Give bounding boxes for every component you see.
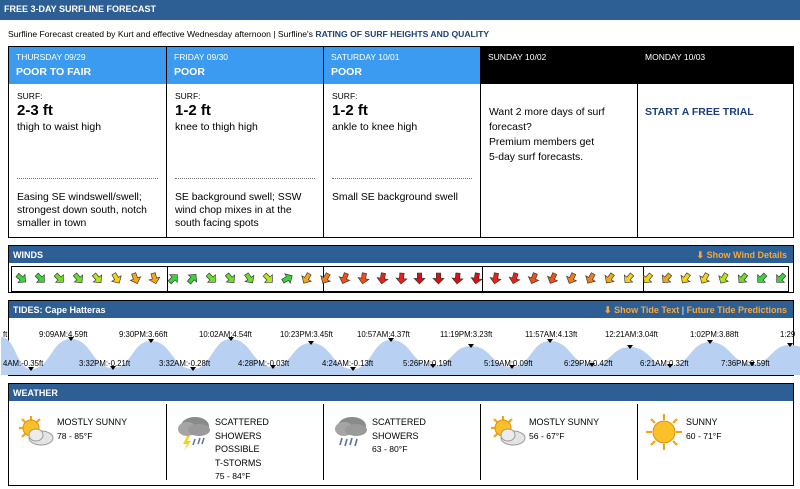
divider (17, 178, 158, 179)
wind-arrow-icon (376, 272, 389, 285)
surf-label: SURF: (332, 91, 358, 101)
day-rating: POOR (331, 66, 362, 78)
weather-text (529, 416, 599, 443)
winds-header (9, 246, 793, 263)
credit-text: Surfline Forecast created by Kurt and effective Wednesday afternoon | Surfline's (8, 29, 316, 39)
day-header (481, 47, 637, 84)
sun-icon (644, 412, 684, 452)
surf-label: SURF: (17, 91, 43, 101)
wind-arrow-icon (451, 272, 464, 285)
low-tide-label: 4AM:-0.35ft (3, 359, 44, 368)
day-description: Easing SE windswell/swell; strongest down south, notch smaller in town (17, 192, 147, 229)
day-description: SE background swell; SSW wind chop mixes in at the south facing spots (175, 192, 302, 229)
wind-arrow-icon (148, 272, 161, 285)
high-tide-label: 11:57AM:4.13ft (525, 330, 578, 339)
wind-arrow-icon (281, 272, 294, 285)
wind-arrow-icon (736, 272, 749, 285)
surf-height: 1-2 ft (175, 102, 211, 119)
wind-arrow-icon (262, 272, 275, 285)
high-tide-label: 9:09AM:4.59ft (39, 330, 88, 339)
weather-condition: SHOWERS (372, 430, 419, 441)
surf-height: 2-3 ft (17, 102, 53, 119)
temperature-range: 60 - 71°F (686, 430, 722, 441)
free-trial-link[interactable]: START A FREE TRIAL (645, 106, 754, 118)
future-tide-link[interactable]: Future Tide Predictions (686, 305, 787, 315)
wind-arrow-icon (338, 272, 351, 285)
low-tide-label: 6:29PM:0.42ft (564, 359, 613, 368)
forecast-title-bar (0, 0, 800, 20)
day-header (9, 47, 166, 84)
wind-arrow-icon (603, 272, 616, 285)
day-column-saturday (323, 47, 480, 237)
wind-arrow-icon (679, 272, 692, 285)
thunderstorm-icon (173, 412, 213, 452)
wind-arrow-icon (167, 272, 180, 285)
high-tide-label: 10:57AM:4.37ft (357, 330, 410, 339)
surf-label: SURF: (175, 91, 201, 101)
wind-arrow-icon (546, 272, 559, 285)
high-tide-label: 10:02AM:4.54ft (199, 330, 252, 339)
weather-condition: MOSTLY SUNNY (57, 417, 128, 427)
forecast-credit (8, 29, 489, 39)
wind-arrow-icon (34, 272, 47, 285)
weather-day-column (166, 404, 323, 480)
wind-arrow-icon (489, 272, 502, 285)
tide-chart (3, 319, 796, 375)
weather-condition: POSSIBLE (215, 444, 260, 454)
day-name: SUNDAY 10/02 (488, 52, 547, 62)
weather-condition: SHOWERS (215, 430, 262, 441)
weather-day-column (480, 404, 637, 480)
day-column-thursday (9, 47, 166, 237)
tides-header (9, 301, 793, 318)
wind-arrows-row (11, 266, 789, 292)
wind-arrow-icon (432, 272, 445, 285)
high-tide-label: 12:21AM:3.04ft (605, 330, 658, 339)
high-tide-label: 1:02PM:3.88ft (690, 330, 739, 339)
wind-arrow-icon (53, 272, 66, 285)
temperature-range: 75 - 84°F (215, 471, 251, 481)
surf-height-desc: knee to thigh high (175, 121, 258, 133)
surf-height-desc: ankle to knee high (332, 121, 418, 133)
divider (332, 178, 472, 179)
day-header (638, 47, 794, 84)
wind-arrow-icon (774, 272, 787, 285)
wind-arrow-icon (622, 272, 635, 285)
winds-title: WINDS (13, 250, 43, 260)
day-name: SATURDAY 10/01 (331, 52, 400, 62)
weather-text (372, 416, 426, 457)
weather-text (215, 416, 269, 484)
winds-panel (8, 245, 794, 293)
wind-arrow-icon (129, 272, 142, 285)
show-wind-details-link[interactable]: ⬇ Show Wind Details (696, 250, 787, 260)
weather-condition: MOSTLY SUNNY (529, 417, 600, 427)
wind-arrow-icon (508, 272, 521, 285)
premium-promo (489, 105, 605, 165)
day-column-monday (637, 47, 794, 237)
low-tide-label: 4:28PM:-0.03ft (238, 359, 290, 368)
show-tide-text-link[interactable]: ⬇ Show Tide Text (604, 305, 680, 315)
promo-line: forecast? (489, 122, 532, 133)
partly-sunny-icon (487, 412, 527, 452)
wind-arrow-icon (660, 272, 673, 285)
high-tide-label: ft (3, 330, 8, 339)
day-header (324, 47, 480, 84)
low-tide-label: 7:36PM:0.59ft (721, 359, 770, 368)
day-name: THURSDAY 09/29 (16, 52, 86, 62)
wind-arrow-icon (565, 272, 578, 285)
wind-arrow-icon (15, 272, 28, 285)
weather-condition: SUNNY (686, 417, 718, 427)
weather-title: WEATHER (13, 388, 58, 398)
low-tide-label: 5:19AM:0.09ft (484, 359, 533, 368)
low-tide-label: 5:26PM:0.19ft (403, 359, 452, 368)
low-tide-label: 3:32AM:-0.28ft (159, 359, 211, 368)
temperature-range: 56 - 67°F (529, 430, 565, 441)
promo-line: 5-day surf forecasts. (489, 152, 584, 163)
wind-arrow-icon (527, 272, 540, 285)
wind-arrow-icon (698, 272, 711, 285)
tides-panel (3, 300, 796, 376)
day-forecast-table (8, 46, 794, 238)
weather-header (9, 384, 793, 401)
day-column-sunday (480, 47, 637, 237)
wind-link-label[interactable]: Show Wind Details (706, 250, 787, 260)
weather-day-column (637, 404, 794, 480)
low-tide-label: 4:24AM:-0.13ft (322, 359, 374, 368)
weather-text (686, 416, 721, 443)
day-description: Small SE background swell (332, 192, 458, 203)
tides-title: TIDES: Cape Hatteras (13, 305, 106, 315)
day-rating: POOR TO FAIR (16, 66, 92, 78)
surf-height: 1-2 ft (332, 102, 368, 119)
wind-arrow-icon (717, 272, 730, 285)
wind-arrow-icon (395, 272, 408, 285)
tide-link-label[interactable]: Show Tide Text (614, 305, 680, 315)
day-header (167, 47, 323, 84)
wind-arrow-icon (72, 272, 85, 285)
forecast-title: FREE 3-DAY SURFLINE FORECAST (4, 4, 157, 14)
divider (175, 178, 315, 179)
day-column-friday (166, 47, 323, 237)
low-tide-label: 6:21AM:0.32ft (640, 359, 689, 368)
link-separator: | (681, 305, 685, 315)
wind-arrow-icon (413, 272, 426, 285)
rain-cloud-icon (330, 412, 370, 452)
partly-sunny-icon (15, 412, 55, 452)
low-tide-label: 3:32PM:-0.21ft (79, 359, 131, 368)
wind-arrow-icon (357, 272, 370, 285)
wind-arrow-icon (584, 272, 597, 285)
wind-arrow-icon (470, 272, 483, 285)
day-rating: POOR (174, 66, 205, 78)
weather-condition: SCATTERED (372, 417, 426, 427)
weather-text (57, 416, 127, 443)
wind-arrow-icon (205, 272, 218, 285)
surf-height-desc: thigh to waist high (17, 121, 102, 133)
weather-day-column (9, 404, 166, 480)
temperature-range: 63 - 80°F (372, 444, 408, 454)
wind-arrow-icon (224, 272, 237, 285)
high-tide-label: 9:30PM:3.66ft (119, 330, 168, 339)
wind-arrow-icon (641, 272, 654, 285)
day-name: MONDAY 10/03 (645, 52, 706, 62)
high-tide-label: 11:19PM:3.23ft (440, 330, 493, 339)
tide-curve (1, 337, 800, 375)
promo-line: Premium members get (489, 137, 595, 148)
weather-condition: SCATTERED (215, 417, 269, 427)
wind-arrow-icon (91, 272, 104, 285)
wind-arrow-icon (243, 272, 256, 285)
temperature-range: 78 - 85°F (57, 430, 93, 441)
high-tide-label: 1:29 (780, 330, 796, 339)
wind-arrow-icon (186, 272, 199, 285)
weather-panel (8, 383, 794, 486)
wind-arrow-icon (300, 272, 313, 285)
day-name: FRIDAY 09/30 (174, 52, 229, 62)
wind-arrow-icon (319, 272, 332, 285)
rating-link[interactable]: RATING OF SURF HEIGHTS AND QUALITY (315, 29, 490, 39)
weather-day-column (323, 404, 480, 480)
promo-line: Want 2 more days of surf (489, 107, 605, 118)
wind-arrow-icon (110, 272, 123, 285)
high-tide-label: 10:23PM:3.45ft (280, 330, 333, 339)
wind-arrow-icon (755, 272, 768, 285)
weather-condition: T-STORMS (215, 457, 262, 468)
